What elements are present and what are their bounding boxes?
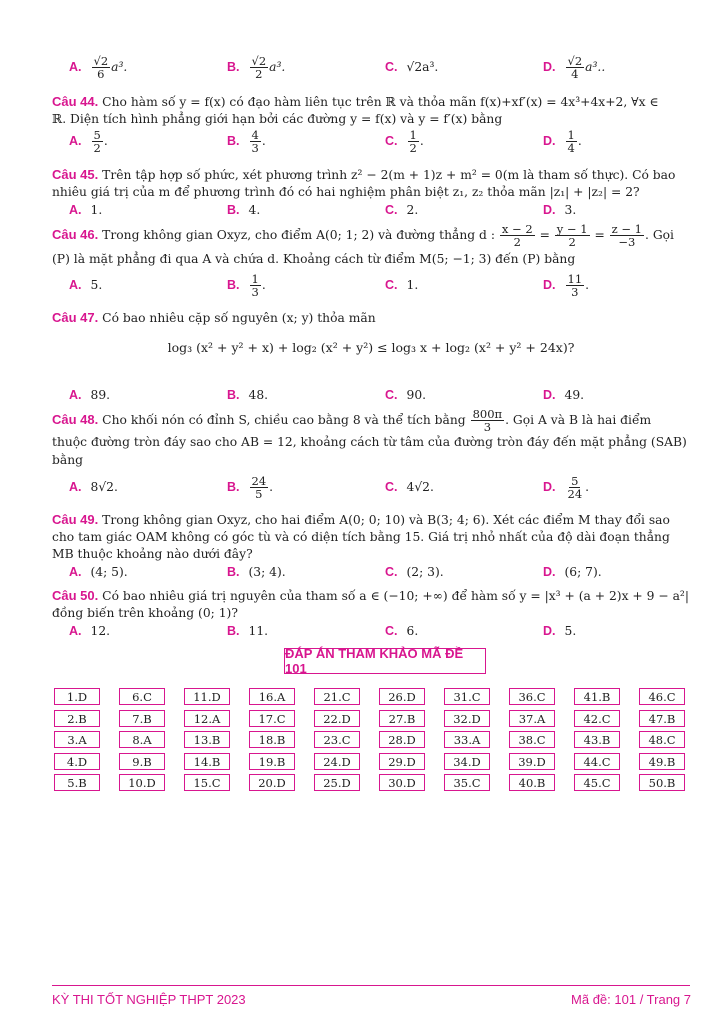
- answer-cell: 26.D: [379, 688, 425, 705]
- q50-option-c: C. 6.: [385, 624, 419, 638]
- answer-cell: 15.C: [184, 774, 230, 791]
- q44-options: [52, 127, 692, 155]
- question-text: MB thuộc khoảng nào dưới đây?: [52, 547, 253, 561]
- q47-option-b: B. 48.: [227, 388, 269, 402]
- question-44: [52, 93, 690, 128]
- answer-cell: 23.C: [314, 731, 360, 748]
- q50-option-d: D. 5.: [543, 624, 577, 638]
- q50-option-a: A. 12.: [69, 624, 111, 638]
- answer-cell: 3.A: [54, 731, 100, 748]
- question-text: bằng: [52, 453, 83, 467]
- q47-option-a: A. 89.: [69, 388, 111, 402]
- answer-cell: 6.C: [119, 688, 165, 705]
- answer-cell: 8.A: [119, 731, 165, 748]
- answer-cell: 11.D: [184, 688, 230, 705]
- q43-option-d: D. $\frac{√2}{4}$ a³..: [543, 53, 606, 81]
- question-text: Có bao nhiêu giá trị nguyên của tham số a ∈ (−10; +∞) để hàm số y = |x³ + (a + 2)x + 9 − a²|: [102, 589, 689, 603]
- answer-cell: 25.D: [314, 774, 360, 791]
- footer-divider: [52, 985, 690, 986]
- answer-cell: 32.D: [444, 710, 490, 727]
- answer-cell: 48.C: [639, 731, 685, 748]
- answer-cell: 33.A: [444, 731, 490, 748]
- q45-option-d: D. 3.: [543, 203, 577, 217]
- answer-cell: 43.B: [574, 731, 620, 748]
- answer-cell: 50.B: [639, 774, 685, 791]
- q43-option-a: A. $\frac{√2}{6}$ a³.: [69, 53, 128, 81]
- q46-options: [52, 271, 692, 299]
- answer-cell: 10.D: [119, 774, 165, 791]
- question-text: Có bao nhiêu cặp số nguyên (x; y) thỏa mãn: [102, 311, 376, 325]
- answer-cell: 44.C: [574, 753, 620, 770]
- answer-cell: 24.D: [314, 753, 360, 770]
- answer-cell: 13.B: [184, 731, 230, 748]
- answer-cell: 9.B: [119, 753, 165, 770]
- answer-cell: 4.D: [54, 753, 100, 770]
- question-49: [52, 511, 690, 563]
- q48-option-c: C. 4√2.: [385, 480, 434, 494]
- q47-option-d: D. 49.: [543, 388, 585, 402]
- q48-option-d: D. $\frac{5}{24}$ .: [543, 473, 590, 501]
- question-48: Câu 48. Cho khối nón có đỉnh S, chiều cao bằng 8 và thể tích bằng $\frac{800\pi}{3}$ . Gọi A và B là hai điểm thuộc đường tròn đáy sao cho AB = 12, khoảng cách từ tâm của đường tròn đáy đến mặt phẳng (SAB) bằng: [52, 407, 687, 467]
- q47-formula: log₃ (x² + y² + x) + log₂ (x² + y²) ≤ log₃ x + log₂ (x² + y² + 24x)?: [167, 340, 575, 355]
- answer-cell: 30.D: [379, 774, 425, 791]
- question-label: Câu 44.: [52, 94, 99, 109]
- answer-cell: 1.D: [54, 688, 100, 705]
- q50-option-b: B. 11.: [227, 624, 269, 638]
- answer-cell: 21.C: [314, 688, 360, 705]
- question-label: Câu 50.: [52, 588, 99, 603]
- q49-options: [52, 561, 692, 583]
- question-45: [52, 166, 690, 201]
- q43-option-b: B. $\frac{√2}{2}$ a³.: [227, 53, 286, 81]
- answer-cell: 36.C: [509, 688, 555, 705]
- q43-option-c: C. √2a³.: [385, 60, 439, 74]
- q47-options: [52, 384, 692, 406]
- answer-cell: 45.C: [574, 774, 620, 791]
- question-text: Trong không gian Oxyz, cho hai điểm A(0; 0; 10) và B(3; 4; 6). Xét các điểm M thay đổi sao: [102, 513, 670, 527]
- answer-cell: 49.B: [639, 753, 685, 770]
- answer-cell: 28.D: [379, 731, 425, 748]
- answer-cell: 18.B: [249, 731, 295, 748]
- question-50: [52, 587, 690, 622]
- answer-key-title: ĐÁP ÁN THAM KHẢO MÃ ĐỀ 101: [284, 648, 486, 674]
- question-text: Trong không gian Oxyz, cho điểm A(0; 1; 2) và đường thẳng d :: [102, 228, 495, 242]
- q49-option-b: B. (3; 4).: [227, 565, 286, 579]
- q44-option-c: C. $\frac{1}{2}$ .: [385, 127, 424, 155]
- answer-cell: 31.C: [444, 688, 490, 705]
- answer-cell: 17.C: [249, 710, 295, 727]
- q43-options: [52, 53, 692, 81]
- footer-exam-name: KỲ THI TỐT NGHIỆP THPT 2023: [52, 992, 246, 1007]
- q44-option-d: D. $\frac{1}{4}$ .: [543, 127, 582, 155]
- q47-option-c: C. 90.: [385, 388, 427, 402]
- question-text: ℝ. Diện tích hình phẳng giới hạn bởi các đường y = f(x) và y = f′(x) bằng: [52, 112, 503, 126]
- q46-option-d: D. $\frac{11}{3}$ .: [543, 271, 590, 299]
- answer-cell: 35.C: [444, 774, 490, 791]
- answer-cell: 39.D: [509, 753, 555, 770]
- answer-cell: 12.A: [184, 710, 230, 727]
- q49-option-c: C. (2; 3).: [385, 565, 444, 579]
- answer-cell: 2.B: [54, 710, 100, 727]
- q45-option-c: C. 2.: [385, 203, 419, 217]
- question-label: Câu 49.: [52, 512, 99, 527]
- question-text: Cho khối nón có đỉnh S, chiều cao bằng 8 và thể tích bằng: [102, 413, 466, 427]
- question-text: cho tam giác OAM không có góc tù và có diện tích bằng 15. Giá trị nhỏ nhất của độ dài đoạn thẳng: [52, 530, 670, 544]
- answer-cell: 42.C: [574, 710, 620, 727]
- question-46: Câu 46. Trong không gian Oxyz, cho điểm A(0; 1; 2) và đường thẳng d : $\frac{x - 2}{2}$ = $\frac{y - 1}{2}$ = $\frac{z - 1}{-3}$ . Gọi (P) là mặt phẳng đi qua A và chứa d. Khoảng cách từ điểm M(5; −1; 3) đến (P) bằng: [52, 222, 674, 266]
- q49-option-d: D. (6; 7).: [543, 565, 602, 579]
- question-text: Trên tập hợp số phức, xét phương trình z² − 2(m + 1)z + m² = 0(m là tham số thực). Có bao: [102, 168, 676, 182]
- q48-option-b: B. $\frac{24}{5}$ .: [227, 473, 274, 501]
- question-text: đồng biến trên khoảng (0; 1)?: [52, 606, 238, 620]
- question-text: Cho hàm số y = f(x) có đạo hàm liên tục trên ℝ và thỏa mãn f(x)+xf′(x) = 4x³+4x+2, ∀x ∈: [102, 95, 659, 109]
- q45-option-b: B. 4.: [227, 203, 261, 217]
- q48-options: [52, 473, 692, 501]
- question-47: [52, 309, 690, 327]
- answer-cell: 14.B: [184, 753, 230, 770]
- q44-option-b: B. $\frac{4}{3}$ .: [227, 127, 266, 155]
- answer-cell: 40.B: [509, 774, 555, 791]
- answer-cell: 47.B: [639, 710, 685, 727]
- answer-cell: 16.A: [249, 688, 295, 705]
- question-label: Câu 48.: [52, 412, 99, 427]
- answer-cell: 27.B: [379, 710, 425, 727]
- answer-cell: 41.B: [574, 688, 620, 705]
- answer-cell: 20.D: [249, 774, 295, 791]
- question-text: nhiêu giá trị của m để phương trình đó có hai nghiệm phân biệt z₁, z₂ thỏa mãn |z₁| + |z₂| = 2?: [52, 185, 640, 199]
- q46-option-c: C. 1.: [385, 278, 419, 292]
- answer-cell: 29.D: [379, 753, 425, 770]
- answer-cell: 46.C: [639, 688, 685, 705]
- answer-cell: 37.A: [509, 710, 555, 727]
- q50-options: [52, 620, 692, 642]
- answer-cell: 7.B: [119, 710, 165, 727]
- question-text: thuộc đường tròn đáy sao cho AB = 12, khoảng cách từ tâm của đường tròn đáy đến mặt phẳng (SAB): [52, 435, 687, 449]
- answer-cell: 5.B: [54, 774, 100, 791]
- answer-cell: 38.C: [509, 731, 555, 748]
- q46-option-a: A. 5.: [69, 278, 103, 292]
- question-label: Câu 45.: [52, 167, 99, 182]
- answer-cell: 22.D: [314, 710, 360, 727]
- question-label: Câu 46.: [52, 227, 99, 242]
- footer-page-info: Mã đề: 101 / Trang 7: [571, 992, 691, 1007]
- q45-option-a: A. 1.: [69, 203, 103, 217]
- q48-option-a: A. 8√2.: [69, 480, 118, 494]
- q46-option-b: B. $\frac{1}{3}$ .: [227, 271, 266, 299]
- q49-option-a: A. (4; 5).: [69, 565, 128, 579]
- answer-cell: 19.B: [249, 753, 295, 770]
- question-label: Câu 47.: [52, 310, 99, 325]
- answer-cell: 34.D: [444, 753, 490, 770]
- question-text: (P) là mặt phẳng đi qua A và chứa d. Khoảng cách từ điểm M(5; −1; 3) đến (P) bằng: [52, 252, 576, 266]
- q44-option-a: A. $\frac{5}{2}$ .: [69, 127, 108, 155]
- q45-options: [52, 199, 692, 221]
